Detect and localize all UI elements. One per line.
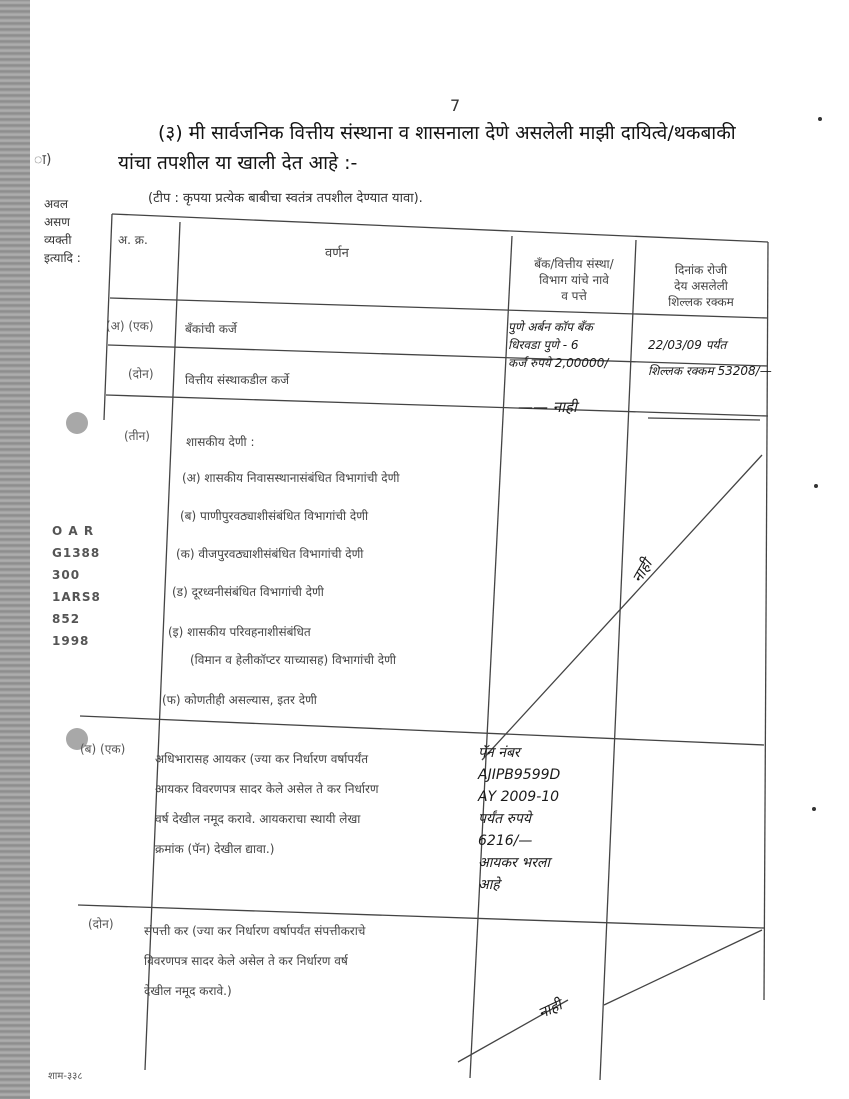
- row-sr: (तीन): [124, 429, 150, 443]
- scan-speck: [814, 484, 818, 488]
- row-description: (अ) शासकीय निवासस्थानासंबंधित विभागांची देणी: [182, 471, 400, 485]
- row-description: (इ) शासकीय परिवहनाशीसंबंधित: [168, 625, 311, 639]
- row-description: (क) वीजपुरवठ्याशीसंबंधित विभागांची देणी: [176, 547, 364, 561]
- fragment-line: असण: [44, 215, 70, 229]
- scan-speck: [812, 807, 816, 811]
- header-amount: दिनांक रोजी देय असलेली शिल्लक रक्कम: [668, 263, 734, 309]
- row-description: (विमान व हेलीकॉप्टर याच्यासह) विभागांची देणी: [190, 653, 396, 667]
- handwritten-wealth-tax: नाही: [535, 995, 565, 1023]
- row-sr: (ब) (एक): [80, 742, 126, 756]
- handwritten-fin-inst: —— नाही: [518, 398, 577, 416]
- instruction-note: (टीप : कृपया प्रत्येक बाबीचा स्वतंत्र तपशील देण्यात यावा).: [148, 191, 423, 206]
- header-sr: अ. क्र.: [118, 233, 148, 247]
- wealth-tax-description: संपत्ती कर (ज्या कर निर्धारण वर्षापर्यंत संपत्तीकराचे विवरणपत्र सादर केले असेल ते कर निर्धारण वर्ष देखील नमूद करावे.): [144, 924, 366, 998]
- handwritten-income-tax: पॅन नंबर AJIPB9599D AY 2009-10 पर्यंत रुपये 6216/— आयकर भरला आहे: [478, 745, 561, 893]
- handwritten-bank-amount: 22/03/09 पर्यंत शिल्लक रक्कम 53208/—: [648, 338, 772, 378]
- row-description: बँकांची कर्जे: [185, 322, 237, 336]
- row-description: शासकीय देणी :: [186, 435, 255, 449]
- row-description: (फ) कोणतीही असल्यास, इतर देणी: [162, 693, 317, 707]
- heading-line-2: यांचा तपशील या खाली देत आहे :-: [118, 152, 358, 174]
- fragment-line: व्यक्ती: [44, 233, 72, 247]
- page-number: 7: [450, 96, 461, 115]
- handwritten-govt: नाही: [628, 556, 656, 586]
- row-description: वित्तीय संस्थाकडील कर्जे: [185, 373, 290, 387]
- side-mark: ा): [34, 152, 52, 168]
- handwritten-bank-loan: पुणे अर्बन कॉप बँक धिरवडा पुणे - 6 कर्ज रुपये 2,00000/: [508, 320, 609, 370]
- row-sr: (दोन): [128, 367, 154, 381]
- row-sr: (दोन): [88, 917, 114, 931]
- scan-speck: [818, 117, 822, 121]
- row-description: (ड) दूरध्वनीसंबंधित विभागांची देणी: [172, 585, 324, 599]
- heading-line-1: (३) मी सार्वजनिक वित्तीय संस्थाना व शासनाला देणे असलेली माझी दायित्वे/थकबाकी: [158, 122, 736, 144]
- income-tax-description: अधिभारासह आयकर (ज्या कर निर्धारण वर्षापर्यंत आयकर विवरणपत्र सादर केले असेल ते कर निर्धारण वर्ष देखील नमूद करावे. आयकराचा स्थायी लेखा क्रमांक (पॅन) देखील द्यावा.): [155, 752, 379, 856]
- row-sr: (अ) (एक): [106, 319, 154, 333]
- header-bank: बँक/वित्तीय संस्था/ विभाग यांचे नावे व पत्ते: [534, 257, 614, 303]
- footer-mark: शाम-३३८: [48, 1071, 83, 1082]
- fragment-line: अवल: [44, 197, 68, 211]
- row-description: (ब) पाणीपुरवठ्याशीसंबंधित विभागांची देणी: [180, 509, 369, 523]
- rubber-stamp: O A R G1388 300 1ARS8 852 1998: [52, 524, 101, 648]
- header-description: वर्णन: [325, 246, 349, 261]
- fragment-line: इत्यादि :: [44, 251, 81, 265]
